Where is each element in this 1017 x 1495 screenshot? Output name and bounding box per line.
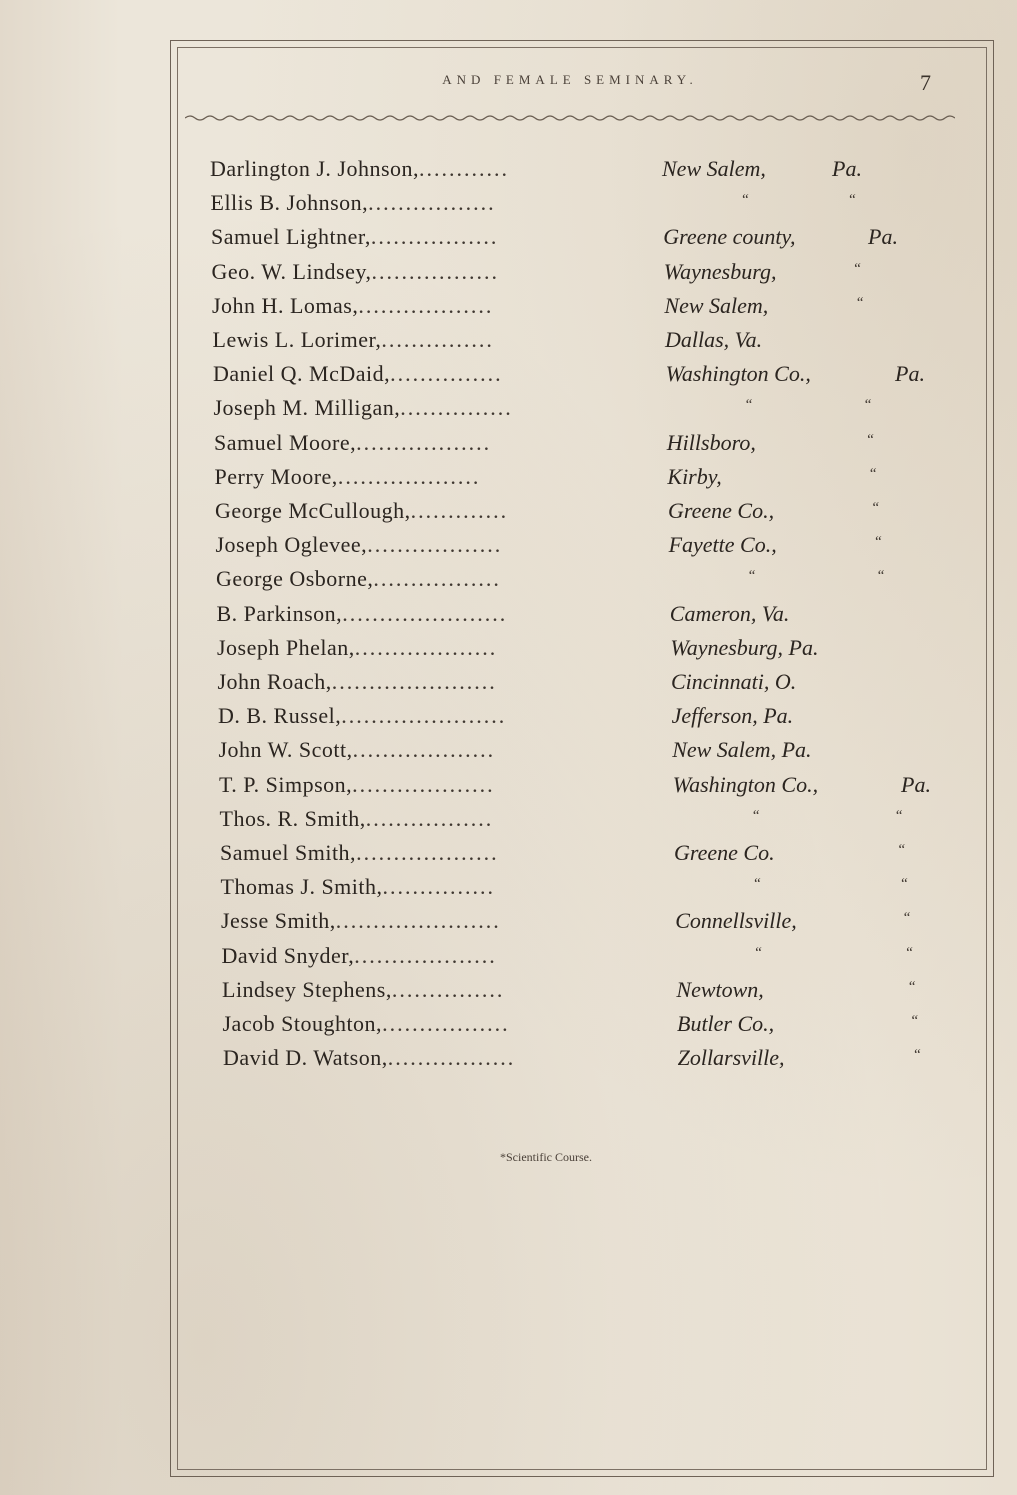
student-name: Samuel Moore, [214, 429, 357, 455]
ditto-mark: “ [873, 534, 882, 551]
list-item [211, 186, 496, 220]
residence: Newtown, [676, 976, 764, 1002]
ditto-mark: “ [912, 1047, 921, 1064]
residence: Washington Co., [672, 771, 819, 797]
ditto-mark: “ [876, 568, 885, 585]
list-item [213, 357, 503, 391]
residence: Waynesburg, [663, 258, 777, 284]
ditto-mark: “ [902, 910, 911, 927]
leader-dots: ............. [410, 498, 509, 523]
residence: Greene Co. [674, 840, 775, 865]
leader-dots: ...................... [341, 703, 507, 729]
leader-dots: ................. [382, 1011, 510, 1036]
student-name: T. P. Simpson, [219, 771, 353, 797]
list-item [221, 870, 496, 904]
student-name: David Snyder, [221, 942, 355, 968]
footnote: *Scientific Course. [500, 1150, 592, 1164]
residence: Butler Co., [677, 1011, 775, 1036]
student-name: Lewis L. Lorimer, [212, 327, 382, 352]
student-name: Jesse Smith, [221, 908, 336, 934]
residence: Greene county, [663, 224, 796, 250]
ditto-mark: “ [894, 807, 903, 824]
state: Pa. [895, 361, 925, 387]
list-item [223, 1041, 515, 1075]
student-name: Thos. R. Smith, [219, 805, 366, 831]
leader-dots: ................... [337, 463, 481, 489]
residence: New Salem, [664, 292, 769, 318]
ditto-mark: “ [910, 1013, 919, 1029]
student-name: John Roach, [217, 669, 332, 694]
leader-dots: ...................... [335, 908, 501, 934]
running-header: AND FEMALE SEMINARY. [442, 72, 698, 87]
list-item [215, 494, 508, 528]
residence: Dallas, Va. [665, 327, 763, 352]
list-item [222, 973, 504, 1007]
list-item [213, 323, 494, 357]
ditto-mark: “ [904, 944, 914, 961]
leader-dots: .................. [367, 532, 503, 558]
student-name: John W. Scott, [218, 737, 353, 763]
leader-dots: .................. [358, 292, 494, 318]
leader-dots: ............... [390, 361, 503, 387]
leader-dots: ............... [381, 327, 494, 352]
header-rule [185, 112, 955, 124]
state: Pa. [901, 771, 931, 797]
ditto-mark: “ [753, 944, 763, 961]
leader-dots: ................. [368, 190, 496, 216]
leader-dots: ................. [370, 224, 499, 250]
student-name: Joseph Oglevee, [215, 532, 368, 558]
list-item [216, 528, 503, 562]
list-item [214, 391, 513, 425]
leader-dots: ................. [371, 258, 499, 284]
ditto-mark: “ [868, 465, 877, 482]
list-item [217, 597, 508, 631]
ditto-mark: “ [847, 192, 856, 209]
leader-dots: ............... [382, 874, 496, 900]
ditto-mark: “ [852, 260, 862, 277]
residence: Greene Co., [668, 498, 775, 523]
student-name: Daniel Q. McDaid, [213, 361, 391, 387]
ditto-mark: “ [899, 876, 908, 893]
student-name: Joseph Phelan, [217, 634, 355, 660]
ditto-mark: “ [855, 294, 864, 311]
ditto-mark: “ [865, 431, 875, 448]
student-name: John H. Lomas, [212, 292, 359, 318]
list-item [222, 939, 497, 973]
residence: Zollarsville, [677, 1045, 785, 1071]
ditto-mark: “ [871, 500, 880, 516]
ditto-mark: “ [740, 192, 749, 209]
leader-dots: ............... [400, 395, 513, 421]
state: Pa. [868, 224, 898, 250]
list-item [215, 460, 481, 494]
student-name: George McCullough, [215, 498, 411, 523]
leader-dots: .................. [356, 429, 492, 455]
list-item [219, 733, 496, 767]
ditto-mark: “ [752, 876, 761, 893]
residence: Connellsville, [675, 908, 797, 934]
residence: Cameron, Va. [669, 600, 790, 626]
student-name: B. Parkinson, [216, 600, 343, 626]
student-name: Samuel Smith, [220, 840, 357, 865]
student-name: Perry Moore, [214, 463, 338, 489]
residence: Waynesburg, Pa. [670, 634, 819, 660]
list-item [218, 699, 506, 733]
student-name: Geo. W. Lindsey, [211, 258, 372, 284]
residence: New Salem, Pa. [672, 737, 812, 763]
leader-dots: ................. [387, 1045, 516, 1071]
residence: Kirby, [667, 463, 722, 489]
ditto-mark: “ [863, 397, 872, 414]
list-item [223, 1007, 510, 1041]
student-name: Ellis B. Johnson, [210, 190, 369, 216]
student-name: Lindsey Stephens, [222, 976, 392, 1002]
residence: Hillsboro, [666, 429, 756, 455]
list-item [212, 255, 499, 289]
leader-dots: ................... [354, 634, 498, 660]
list-item [220, 836, 499, 870]
leader-dots: ...................... [331, 669, 497, 694]
list-item [214, 426, 491, 460]
list-item [211, 220, 498, 254]
residence: Fayette Co., [668, 532, 777, 558]
ditto-mark: “ [907, 978, 916, 995]
leader-dots: ................... [356, 840, 499, 865]
residence: New Salem, [662, 156, 766, 181]
list-item [218, 665, 497, 699]
ditto-mark: “ [744, 397, 753, 414]
state: Pa. [832, 156, 862, 181]
list-item [220, 802, 494, 836]
residence: Jefferson, Pa. [671, 703, 794, 729]
leader-dots: ................. [365, 805, 494, 831]
ditto-mark: “ [897, 842, 906, 858]
student-name: Thomas J. Smith, [220, 874, 383, 900]
residence: Cincinnati, O. [671, 669, 797, 694]
student-name: D. B. Russel, [218, 703, 342, 729]
student-name: Samuel Lightner, [211, 224, 371, 250]
list-item [210, 152, 509, 186]
leader-dots: ............... [391, 976, 505, 1002]
page-number: 7 [920, 70, 931, 95]
student-name: George Osborne, [216, 566, 374, 592]
list-item [216, 562, 501, 596]
leader-dots: ................... [352, 737, 496, 763]
leader-dots: ...................... [342, 600, 508, 626]
student-name: Darlington J. Johnson, [210, 156, 419, 181]
leader-dots: ............ [419, 156, 509, 181]
ditto-mark: “ [747, 568, 756, 585]
ditto-mark: “ [751, 807, 760, 824]
leader-dots: ................. [373, 566, 501, 592]
residence: Washington Co., [665, 361, 811, 387]
list-item [212, 289, 493, 323]
leader-dots: ................... [352, 771, 495, 797]
list-item [217, 631, 497, 665]
list-item [221, 904, 501, 938]
student-name: Jacob Stoughton, [222, 1011, 383, 1036]
leader-dots: ................... [354, 942, 497, 968]
list-item [219, 768, 495, 802]
student-name: David D. Watson, [223, 1045, 388, 1071]
student-name: Joseph M. Milligan, [213, 395, 401, 421]
